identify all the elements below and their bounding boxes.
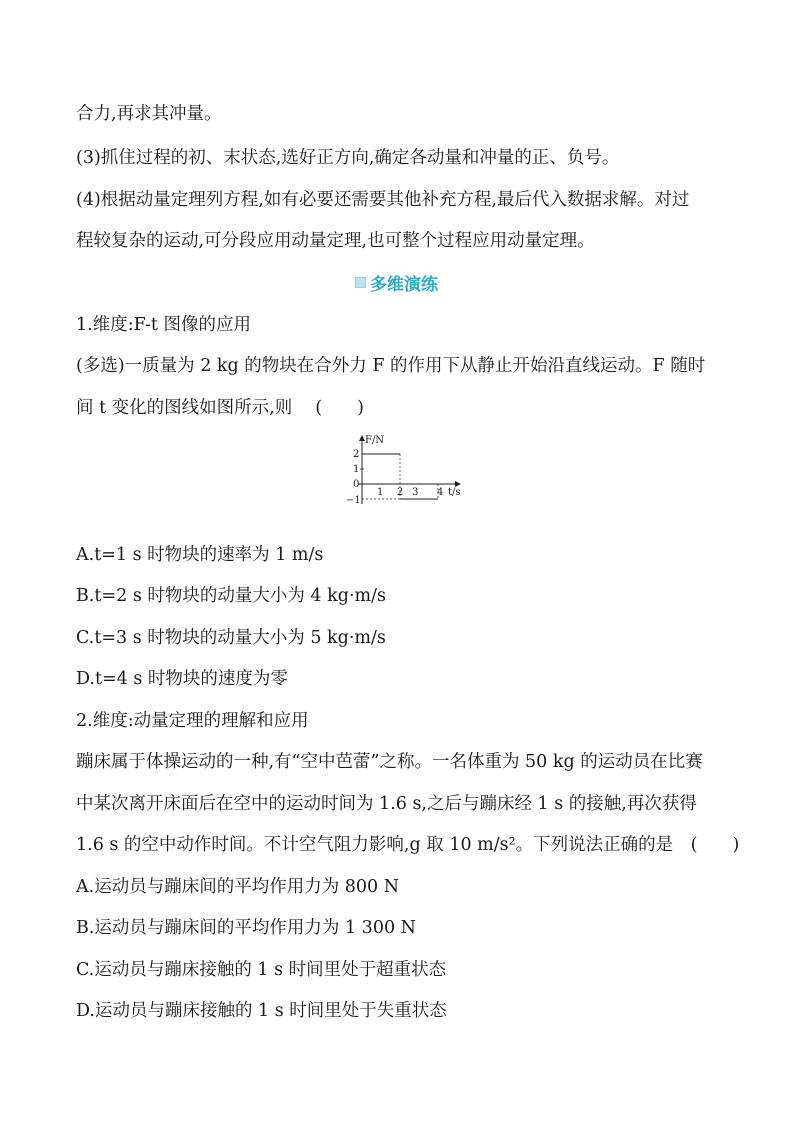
section-title-text: 多维演练 (370, 275, 438, 295)
q2-stem-line2: 中某次离开床面后在空中的运动时间为 1.6 s,之后与蹦床经 1 s 的接触,再次获得 (76, 794, 697, 814)
y-tick-0: 0 (353, 479, 360, 490)
y-tick-neg1: −1 (346, 495, 361, 506)
section-title (355, 270, 438, 295)
x-tick-4: 4 (437, 487, 444, 498)
q1-option-d: D.t=4 s 时物块的速度为零 (76, 669, 288, 689)
q2-stem-line3: 1.6 s 的空中动作时间。不计空气阻力影响,g 取 10 m/s²。下列说法正确的是 ( ) (76, 835, 740, 855)
q1-heading: 1.维度:F-t 图像的应用 (76, 315, 251, 335)
q1-option-b: B.t=2 s 时物块的动量大小为 4 kg·m/s (76, 586, 386, 606)
x-tick-2: 2 (397, 487, 404, 498)
q2-option-b: B.运动员与蹦床间的平均作用力为 1 300 N (76, 918, 416, 938)
paragraph-p1: 合力,再求其冲量。 (76, 104, 222, 124)
q2-option-d: D.运动员与蹦床接触的 1 s 时间里处于失重状态 (76, 1001, 447, 1021)
y-tick-1: 1 (353, 464, 360, 475)
q2-heading: 2.维度:动量定理的理解和应用 (76, 711, 309, 731)
y-axis-label: F/N (365, 435, 385, 446)
q1-option-a: A.t=1 s 时物块的速率为 1 m/s (76, 545, 324, 565)
paragraph-p3-line2: 程较复杂的运动,可分段应用动量定理,也可整个过程应用动量定理。 (76, 231, 595, 251)
section-marker-icon (355, 277, 366, 288)
x-axis-label: t/s (448, 487, 461, 498)
x-tick-1: 1 (377, 487, 384, 498)
paragraph-p2: (3)抓住过程的初、末状态,选好正方向,确定各动量和冲量的正、负号。 (76, 148, 620, 168)
f-t-graph (340, 432, 470, 512)
q1-stem-line1: (多选)一质量为 2 kg 的物块在合外力 F 的作用下从静止开始沿直线运动。F 随时 (76, 356, 706, 376)
x-tick-3: 3 (412, 487, 419, 498)
q2-option-a: A.运动员与蹦床间的平均作用力为 800 N (76, 877, 400, 897)
q2-stem-line1: 蹦床属于体操运动的一种,有“空中芭蕾”之称。一名体重为 50 kg 的运动员在比赛 (76, 752, 703, 772)
y-tick-2: 2 (353, 449, 360, 460)
q1-option-c: C.t=3 s 时物块的动量大小为 5 kg·m/s (76, 628, 386, 648)
f-t-graph-svg (340, 432, 470, 512)
q2-option-c: C.运动员与蹦床接触的 1 s 时间里处于超重状态 (76, 960, 447, 980)
paragraph-p3-line1: (4)根据动量定理列方程,如有必要还需要其他补充方程,最后代入数据求解。对过 (76, 190, 690, 210)
q1-stem-line2: 间 t 变化的图线如图所示,则 ( ) (76, 398, 364, 418)
